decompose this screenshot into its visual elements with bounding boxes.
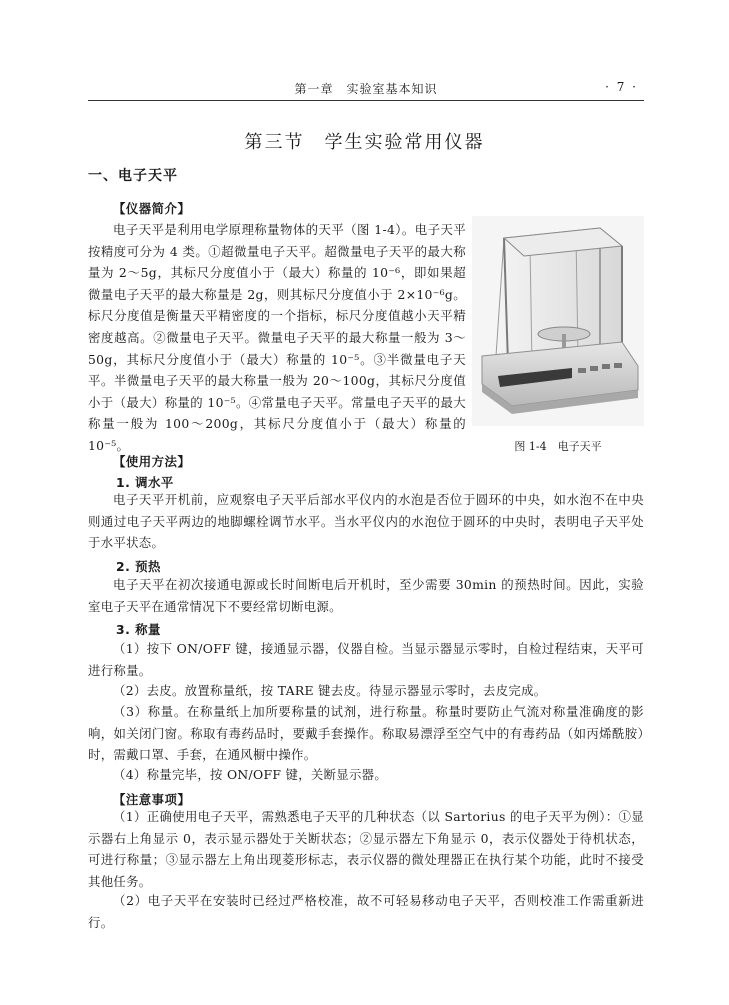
chapter-title: 第一章 实验室基本知识	[294, 82, 438, 96]
step3-title: 3. 称量	[116, 622, 161, 637]
step3-item2: （2）去皮。放置称量纸，按 TARE 键去皮。待显示器显示零时，去皮完成。	[113, 683, 547, 698]
section-title: 第三节 学生实验常用仪器	[244, 132, 485, 153]
running-header	[88, 78, 644, 101]
page-number: · 7 ·	[605, 80, 638, 94]
step3-item4: （4）称量完毕，按 ON/OFF 键，关断显示器。	[113, 767, 388, 782]
step3-item1: （1）按下 ON/OFF 键，接通显示器，仪器自检。当显示器显示零时，自检过程结束，天平可进行称量。	[88, 641, 644, 678]
notes-item2: （2）电子天平在安装时已经过严格校准，故不可轻易移动电子天平，否则校准工作需重新进行。	[88, 893, 644, 930]
step2-title: 2. 预热	[116, 559, 161, 574]
balance-figure	[472, 216, 644, 426]
label-intro: 【仪器简介】	[113, 201, 191, 216]
step2-text: 电子天平在初次接通电源或长时间断电后开机时，至少需要 30min 的预热时间。因此，实验室电子天平在通常情况下不要经常切断电源。	[88, 577, 644, 614]
heading-electronic-balance: 一、电子天平	[88, 168, 178, 184]
label-usage: 【使用方法】	[113, 454, 191, 469]
notes-item1: （1）正确使用电子天平，需熟悉电子天平的几种状态（以 Sartorius 的电子天平为例）：①显示器右上角显示 0，表示显示器处于关断状态；②显示器左下角显示 0，表示仪器处于待机状态，可进行称量；③显示器左上角出现菱形标志，表示仪器的微处理器正在执行某个功能，此时不接受其他任务。	[88, 809, 644, 889]
intro-paragraph: 电子天平是利用电学原理称量物体的天平（图 1-4）。电子天平按精度可分为 4 类。①超微量电子天平。超微量电子天平的最大称量为 2～5g，其标尺分度值小于（最大）称量的 10⁻⁶，即如果超微量电子天平的最大称量是 2g，则其标尺分度值小于 2×10⁻⁶g。标尺分度值是衡量天平精密度的一个指标，标尺分度值越小天平精密度越高。②微量电子天平。微量电子天平的最大称量一般为 3～50g，其标尺分度值小于（最大）称量的 10⁻⁵。③半微量电子天平。半微量电子天平的最大称量一般为 20～100g，其标尺分度值小于（最大）称量的 10⁻⁵。④常量电子天平。常量电子天平的最大称量一般为 100～200g，其标尺分度值小于（最大）称量的 10⁻⁵。	[88, 222, 466, 453]
step1-title: 1. 调水平	[116, 475, 174, 490]
figure-caption: 图 1-4 电子天平	[514, 440, 602, 453]
label-notes: 【注意事项】	[113, 792, 191, 807]
step1-text: 电子天平开机前，应观察电子天平后部水平仪内的水泡是否位于圆环的中央，如水泡不在中央则通过电子天平两边的地脚螺栓调节水平。当水平仪内的水泡位于圆环的中央时，表明电子天平处于水平状态。	[88, 492, 644, 551]
step3-item3: （3）称量。在称量纸上加所要称量的试剂，进行称量。称量时要防止气流对称量准确度的影响，如关闭门窗。称取有毒药品时，要戴手套操作。称取易漂浮至空气中的有毒药品（如丙烯酰胺）时，需戴口罩、手套，在通风橱中操作。	[88, 704, 644, 763]
